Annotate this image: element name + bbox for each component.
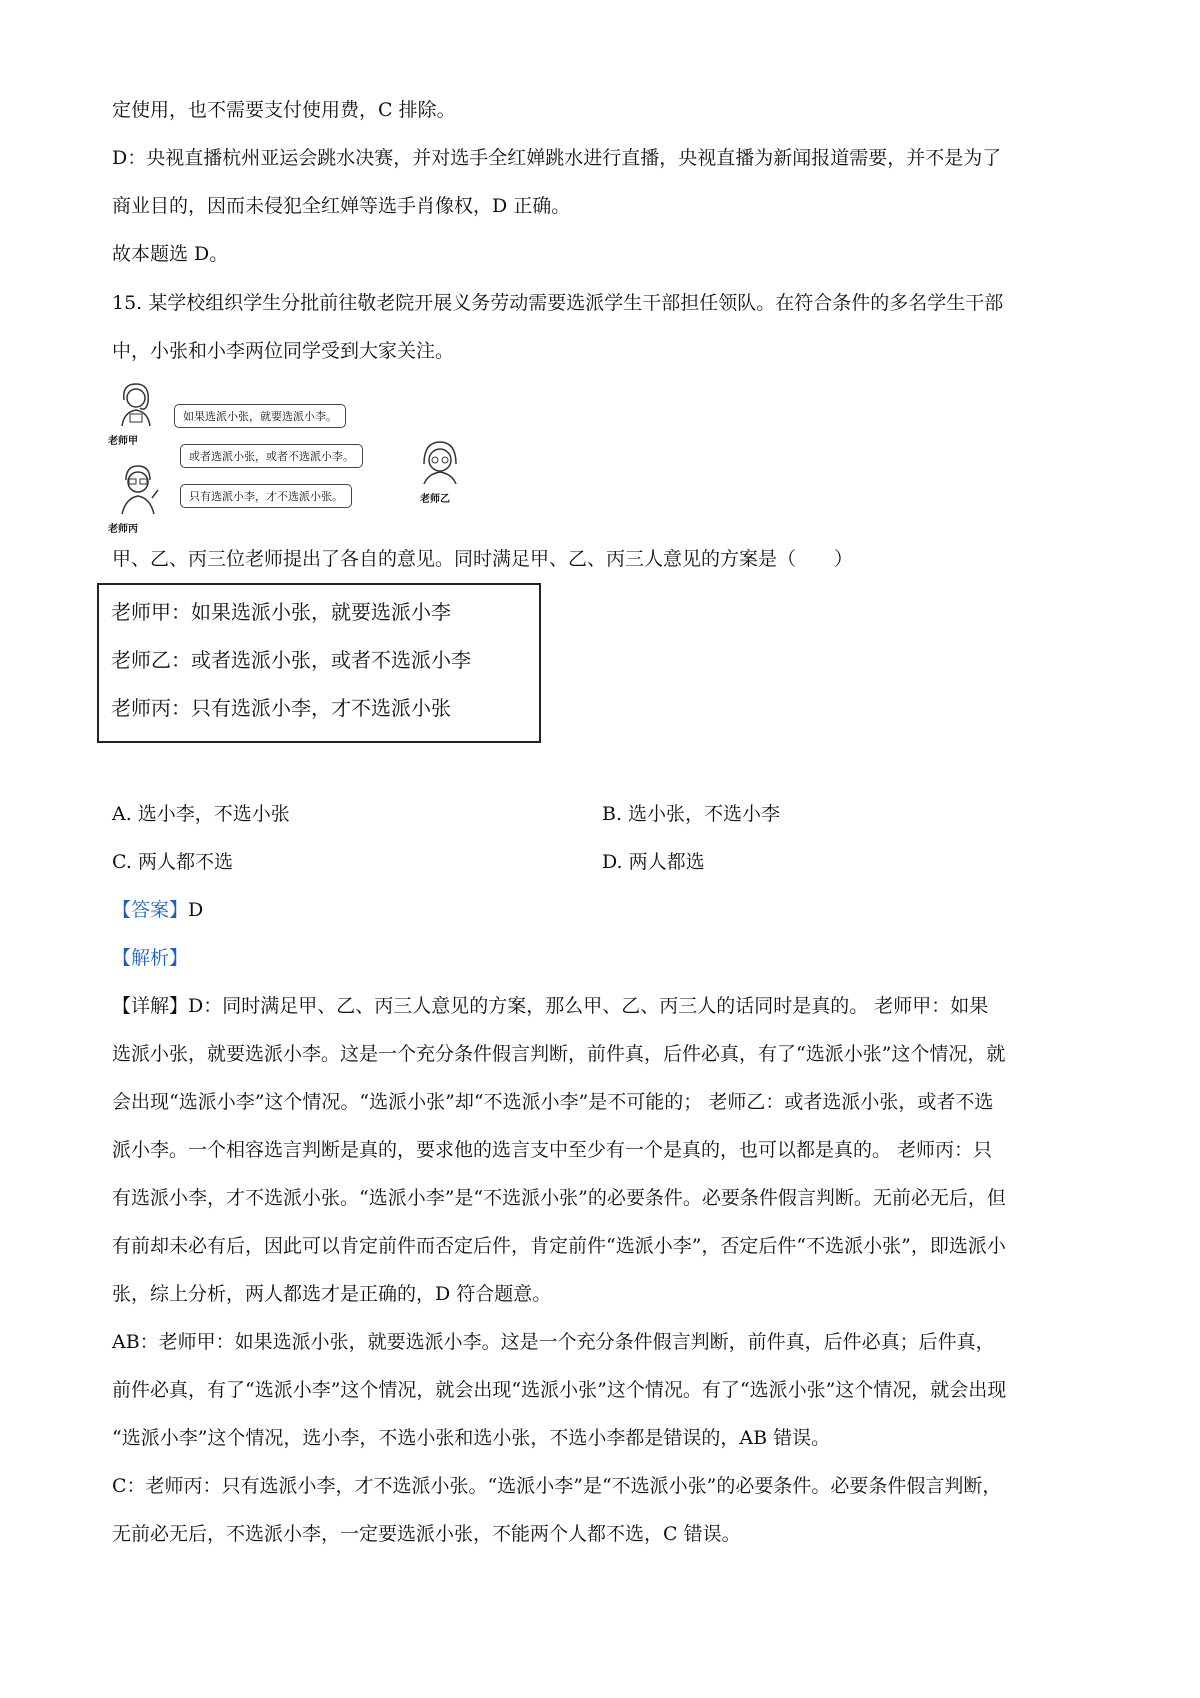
detail-line: 张，综上分析，两人都选才是正确的，D 符合题意。 bbox=[112, 1283, 552, 1305]
detail-text: D：同时满足甲、乙、丙三人意见的方案，那么甲、乙、丙三人的话同时是真的。 老师甲：如果 bbox=[188, 995, 989, 1017]
option-a: A. 选小李，不选小张 bbox=[112, 803, 290, 825]
detail-line: AB：老师甲：如果选派小张，就要选派小李。这是一个充分条件假言判断，前件真，后件必真；后件真， bbox=[112, 1331, 995, 1353]
detail-line: 无前必无后，不选派小李，一定要选派小张，不能两个人都不选，C 错误。 bbox=[112, 1523, 741, 1545]
teacher-c-figure-icon bbox=[112, 462, 162, 516]
detail-line: C：老师丙：只有选派小李，才不选派小张。“选派小李”是“不选派小张”的必要条件。必要条件假言判断， bbox=[112, 1475, 1002, 1497]
option-c: C. 两人都不选 bbox=[112, 851, 233, 873]
analysis-line bbox=[112, 946, 1102, 970]
text-line: 故本题选 D。 bbox=[112, 243, 229, 265]
opinion-b: 老师乙：或者选派小张，或者不选派小李 bbox=[111, 648, 471, 672]
detail-line: 有前却未必有后，因此可以肯定前件而否定后件，肯定前件“选派小李”，否定后件“不选派小张”，即选派小 bbox=[112, 1235, 1006, 1257]
teacher-b-figure-icon bbox=[414, 436, 464, 486]
teacher-b-label: 老师乙 bbox=[420, 494, 450, 505]
analysis-tag: 【解析】 bbox=[112, 947, 189, 969]
teacher-b-speech: 或者选派小张，或者不选派小李。 bbox=[180, 444, 363, 468]
detail-line: 会出现“选派小李”这个情况。“选派小张”却“不选派小李”是不可能的； 老师乙：或者选派小张，或者不选 bbox=[112, 1091, 994, 1113]
opinion-a: 老师甲：如果选派小张，就要选派小李 bbox=[111, 600, 451, 624]
teacher-a-figure-icon bbox=[110, 378, 160, 428]
teacher-a-speech: 如果选派小张，就要选派小李。 bbox=[174, 404, 346, 428]
detail-line: 前件必真，有了“选派小李”这个情况，就会出现“选派小张”这个情况。有了“选派小张”这个情况，就会出现 bbox=[112, 1379, 1007, 1401]
detail-line bbox=[112, 994, 1102, 1018]
teacher-opinions-box bbox=[97, 583, 541, 743]
text-line: 定使用，也不需要支付使用费，C 排除。 bbox=[112, 99, 456, 121]
detail-tag: 【详解】 bbox=[112, 995, 189, 1017]
detail-line: 有选派小李，才不选派小张。“选派小李”是“不选派小张”的必要条件。必要条件假言判断。无前必无后，但 bbox=[112, 1187, 1006, 1209]
answer-tag: 【答案】 bbox=[112, 899, 189, 921]
text-line: D：央视直播杭州亚运会跳水决赛，并对选手全红婵跳水进行直播，央视直播为新闻报道需要，并不是为了 bbox=[112, 147, 1002, 169]
question-stem: 中，小张和小李两位同学受到大家关注。 bbox=[112, 340, 455, 362]
answer-value: D bbox=[188, 899, 204, 921]
answer-line bbox=[112, 898, 1102, 922]
teacher-a-label: 老师甲 bbox=[108, 436, 138, 447]
detail-line: 选派小张，就要选派小李。这是一个充分条件假言判断，前件真，后件必真，有了“选派小张”这个情况，就 bbox=[112, 1043, 1006, 1065]
opinion-c: 老师丙：只有选派小李，才不选派小张 bbox=[111, 696, 451, 720]
detail-line: “选派小李”这个情况，选小李，不选小张和选小张，不选小李都是错误的，AB 错误。 bbox=[112, 1427, 831, 1449]
option-d: D. 两人都选 bbox=[602, 851, 705, 873]
option-b: B. 选小张，不选小李 bbox=[602, 803, 781, 825]
teachers-illustration bbox=[108, 378, 468, 538]
detail-line: 派小李。一个相容选言判断是真的，要求他的选言支中至少有一个是真的，也可以都是真的。 老师丙：只 bbox=[112, 1139, 993, 1161]
teacher-c-label: 老师丙 bbox=[108, 524, 138, 535]
text-line: 商业目的，因而未侵犯全红婵等选手肖像权，D 正确。 bbox=[112, 195, 571, 217]
question-stem: 甲、乙、丙三位老师提出了各自的意见。同时满足甲、乙、丙三人意见的方案是（ ） bbox=[112, 548, 854, 570]
teacher-c-speech: 只有选派小李，才不选派小张。 bbox=[180, 484, 352, 508]
question-stem: 15. 某学校组织学生分批前往敬老院开展义务劳动需要选派学生干部担任领队。在符合条件的多名学生干部 bbox=[112, 292, 1004, 314]
